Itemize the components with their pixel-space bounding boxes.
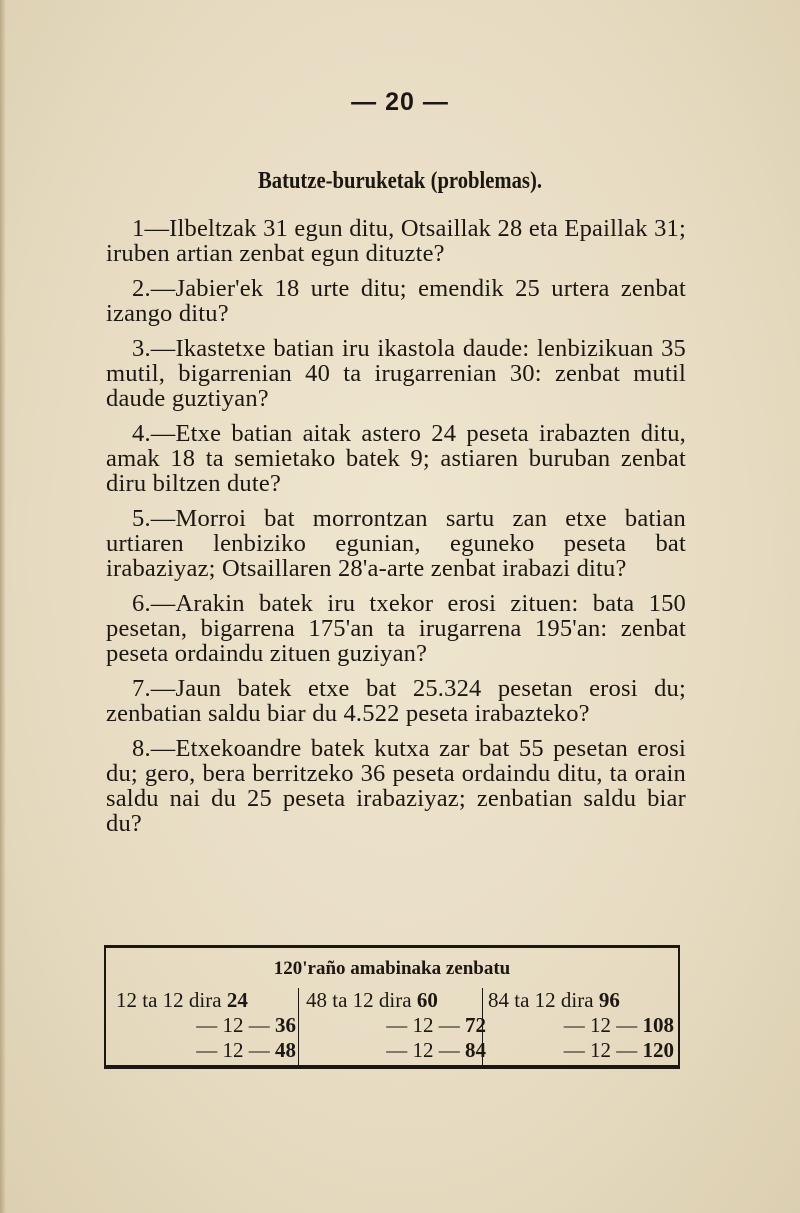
row-value: 120 [642, 1038, 674, 1062]
row-value: 60 [416, 988, 438, 1012]
problem-item: 4.—Etxe batian aitak astero 24 peseta irabazten ditu, amak 18 ta semietako batek 9; astiaren buruban zenbat diru biltzen dute? [106, 420, 686, 497]
row-label: — 12 — [196, 1013, 270, 1037]
row-value: 48 [275, 1038, 296, 1062]
row-value: 24 [226, 988, 248, 1012]
table-row [306, 1038, 486, 1063]
table-title: 120'raño amabinaka zenbatu [273, 958, 511, 979]
table-row [306, 1013, 486, 1038]
page-number: — 20 — [351, 88, 449, 116]
table-row [306, 988, 486, 1013]
row-label: 84 ta 12 dira [488, 988, 594, 1012]
row-value: 84 [465, 1038, 486, 1062]
table-column [116, 988, 296, 1068]
problem-list [106, 216, 686, 846]
table-row [488, 1038, 674, 1063]
counting-table [104, 945, 680, 1069]
problem-item: 3.—Ikastetxe batian iru ikastola daude: lenbizikuan 35 mutil, bigarrenian 40 ta irugarrenian 30: zenbat mutil daude guztiyan? [106, 335, 686, 412]
row-value: 96 [598, 988, 620, 1012]
problem-item: 1—Ilbeltzak 31 egun ditu, Otsaillak 28 eta Epaillak 31; iruben artian zenbat egun dituzte? [106, 215, 686, 267]
row-value: 108 [642, 1013, 674, 1037]
row-label: — 12 — [386, 1013, 460, 1037]
row-label: — 12 — [563, 1013, 638, 1037]
table-row [116, 988, 296, 1013]
row-label: 48 ta 12 dira [306, 988, 412, 1012]
table-row [116, 1038, 296, 1063]
row-value: 72 [465, 1013, 486, 1037]
row-value: 36 [275, 1013, 296, 1037]
row-label: — 12 — [563, 1038, 638, 1062]
problem-item: 6.—Arakin batek iru txekor erosi zituen: bata 150 pesetan, bigarrena 175'an ta irugarrena 195'an: zenbat peseta ordaindu zituen guziyan? [106, 590, 686, 667]
section-heading: Batutze-buruketak (problemas). [257, 168, 542, 194]
page-edge-shadow [0, 0, 6, 1213]
problem-item: 7.—Jaun batek etxe bat 25.324 pesetan erosi du; zenbatian saldu biar du 4.522 peseta irabazteko? [106, 675, 686, 727]
row-label: — 12 — [386, 1038, 460, 1062]
table-column [306, 988, 486, 1068]
column-divider [298, 988, 299, 1066]
table-row [116, 1013, 296, 1038]
problem-item: 2.—Jabier'ek 18 urte ditu; emendik 25 urtera zenbat izango ditu? [106, 275, 686, 327]
table-column [488, 988, 674, 1068]
table-row [488, 1013, 674, 1038]
row-label: — 12 — [196, 1038, 270, 1062]
problem-item: 5.—Morroi bat morrontzan sartu zan etxe batian urtiaren lenbiziko egunian, eguneko peseta bat irabaziyaz; Otsaillaren 28'a-arte zenbat irabazi ditu? [106, 505, 686, 582]
row-label: 12 ta 12 dira [116, 988, 222, 1012]
table-row [488, 988, 674, 1013]
problem-item: 8.—Etxekoandre batek kutxa zar bat 55 pesetan erosi du; gero, bera berritzeko 36 peseta ordaindu ditu, ta orain saldu nai du 25 peseta irabaziyaz; zenbatian saldu biar du? [106, 735, 686, 837]
